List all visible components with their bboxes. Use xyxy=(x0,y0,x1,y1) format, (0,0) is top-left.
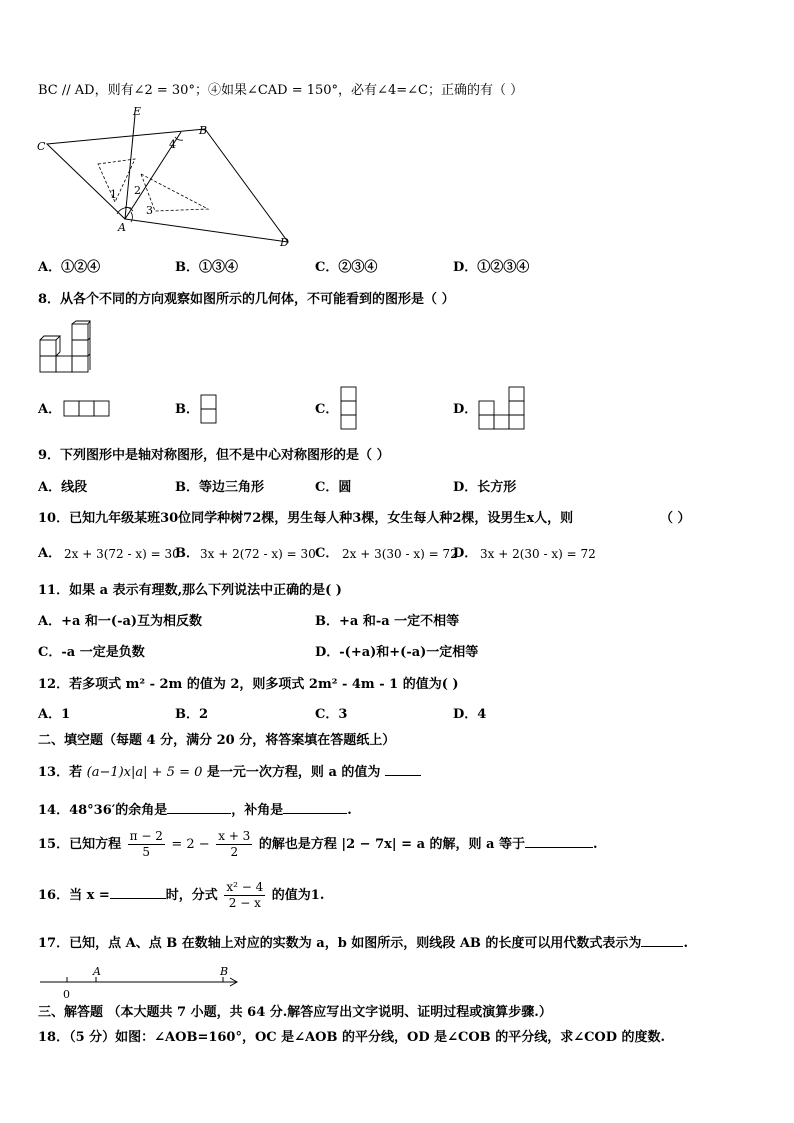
q9-option-a[interactable]: A．线段 xyxy=(38,480,88,495)
q9-option-b[interactable]: B．等边三角形 xyxy=(175,480,264,495)
q17-stem: 17．已知，点 A、点 B 在数轴上对应的实数为 a，b 如图所示，则线段 AB 的长度可以用代数式表示为 xyxy=(38,936,642,951)
q15-suffix: 的解也是方程 |2 − 7x| = a 的解，则 a 等于 xyxy=(258,837,525,852)
q15-line xyxy=(38,828,598,862)
q7-option-b[interactable]: B．①③④ xyxy=(175,260,238,275)
q14-complement-blank[interactable] xyxy=(167,813,231,814)
q11-option-b[interactable]: B．+a 和-a 一定不相等 xyxy=(315,614,460,629)
q13-suffix: 是一元一次方程，则 a 的值为 xyxy=(206,765,381,780)
axis-label-B: B xyxy=(220,965,229,978)
q16-prefix: 16．当 x = xyxy=(38,888,110,903)
q13-prefix: 13．若 xyxy=(38,765,83,780)
axis-label-0: 0 xyxy=(63,988,70,1001)
q17-line xyxy=(38,936,688,952)
q15-end: . xyxy=(593,837,598,852)
q17-answer-blank[interactable] xyxy=(641,946,683,947)
label-A: A xyxy=(118,221,126,234)
label-C: C xyxy=(37,140,46,153)
q10-equation-b: 3x + 2(72 - x) = 30 xyxy=(200,547,316,561)
q8-option-c-figure xyxy=(340,386,358,432)
q14-line xyxy=(38,803,352,819)
q10-equation-c: 2x + 3(30 - x) = 72 xyxy=(342,547,458,561)
label-1: 1 xyxy=(110,188,117,201)
q8-option-c[interactable]: C． xyxy=(315,402,339,417)
q11-stem: 11．如果 a 表示有理数,那么下列说法中正确的是( ) xyxy=(38,583,342,598)
q17-end: . xyxy=(683,936,688,951)
q7-option-a[interactable]: A．①②④ xyxy=(38,260,101,275)
q8-option-a[interactable]: A． xyxy=(38,402,62,417)
q10-option-d[interactable]: D． xyxy=(453,546,478,561)
q13-line xyxy=(38,765,421,781)
label-3: 3 xyxy=(146,204,153,217)
q8-option-b-figure xyxy=(200,394,218,426)
q10-stem: 10．已知九年级某班30位同学种树72棵，男生每人种3棵，女生每人种2棵，设男生x人，则 xyxy=(38,511,574,526)
q7-stem: BC // AD，则有∠2 = 30°；④如果∠CAD = 150°，必有∠4=∠C；正确的有（ ） xyxy=(38,83,524,98)
q16-answer-blank[interactable] xyxy=(110,898,166,899)
q15-fraction-2: $\frac{x + 3}{2}$ xyxy=(218,829,251,859)
q7-geometry-figure xyxy=(35,104,305,254)
label-D: D xyxy=(280,236,289,249)
section-2-heading: 二、填空题（每题 4 分，满分 20 分，将答案填在答题纸上） xyxy=(38,733,396,748)
label-2: 2 xyxy=(134,184,141,197)
q16-fraction: $\frac{\text{x² − 4}}{2 - x}$ xyxy=(226,880,264,910)
q16-middle: 时，分式 xyxy=(165,888,218,903)
q15-fraction-1: $\frac{\pi - 2}{5}$ xyxy=(129,829,163,859)
q11-option-a[interactable]: A．+a 和一(-a)互为相反数 xyxy=(38,614,203,629)
label-4: 4 xyxy=(169,138,176,151)
q11-option-d[interactable]: D．-(+a)和+(-a)一定相等 xyxy=(315,645,479,660)
label-E: E xyxy=(133,105,142,118)
q8-option-a-figure xyxy=(63,400,113,418)
q8-option-b[interactable]: B． xyxy=(175,402,199,417)
q15-prefix: 15．已知方程 xyxy=(38,837,122,852)
section-3-heading: 三、解答题 （本大题共 7 小题，共 64 分.解答应写出文字说明、证明过程或演算步骤.） xyxy=(38,1005,552,1020)
q10-option-a[interactable]: A． xyxy=(38,546,62,561)
q9-option-d[interactable]: D．长方形 xyxy=(453,480,517,495)
q15-answer-blank[interactable] xyxy=(525,847,593,848)
q12-option-a[interactable]: A．1 xyxy=(38,707,71,722)
q14-supplement-blank[interactable] xyxy=(283,813,347,814)
q12-option-b[interactable]: B．2 xyxy=(175,707,209,722)
axis-label-A: A xyxy=(93,965,101,978)
q7-option-c[interactable]: C．②③④ xyxy=(315,260,378,275)
q10-option-c[interactable]: C． xyxy=(315,546,339,561)
q15-middle: = 2 − xyxy=(171,837,210,852)
q10-equation-a: 2x + 3(72 - x) = 30 xyxy=(64,547,180,561)
q8-option-d[interactable]: D． xyxy=(453,402,478,417)
q11-option-c[interactable]: C．-a 一定是负数 xyxy=(38,645,145,660)
q17-number-line xyxy=(38,962,248,1002)
q16-suffix: 的值为1. xyxy=(271,888,325,903)
q14-prefix: 14．48°36′的余角是 xyxy=(38,803,168,818)
q10-equation-d: 3x + 2(30 - x) = 72 xyxy=(480,547,596,561)
q9-option-c[interactable]: C．圆 xyxy=(315,480,352,495)
q8-solid-figure xyxy=(38,320,92,374)
q16-line xyxy=(38,878,324,914)
q18-stem: 18．（5 分）如图：∠AOB=160°，OC 是∠AOB 的平分线，OD 是∠COB 的平分线，求∠COD 的度数. xyxy=(38,1030,666,1045)
q9-stem: 9．下列图形中是轴对称图形，但不是中心对称图形的是（ ） xyxy=(38,448,390,463)
q14-middle: ，补角是 xyxy=(231,803,284,818)
q8-option-d-figure xyxy=(478,386,528,432)
q14-end: . xyxy=(347,803,352,818)
q10-answer-paren: （ ） xyxy=(660,511,691,526)
q13-expression: (a−1)x|a| + 5 = 0 xyxy=(86,765,203,780)
q12-stem: 12．若多项式 m² - 2m 的值为 2，则多项式 2m² - 4m - 1 的值为( ) xyxy=(38,677,459,692)
q7-option-d[interactable]: D．①②③④ xyxy=(453,260,530,275)
q13-answer-blank[interactable] xyxy=(385,775,421,776)
q12-option-c[interactable]: C．3 xyxy=(315,707,348,722)
q8-stem: 8．从各个不同的方向观察如图所示的几何体，不可能看到的图形是（ ） xyxy=(38,292,455,307)
q10-option-b[interactable]: B． xyxy=(175,546,199,561)
label-B: B xyxy=(199,124,208,137)
q12-option-d[interactable]: D．4 xyxy=(453,707,487,722)
